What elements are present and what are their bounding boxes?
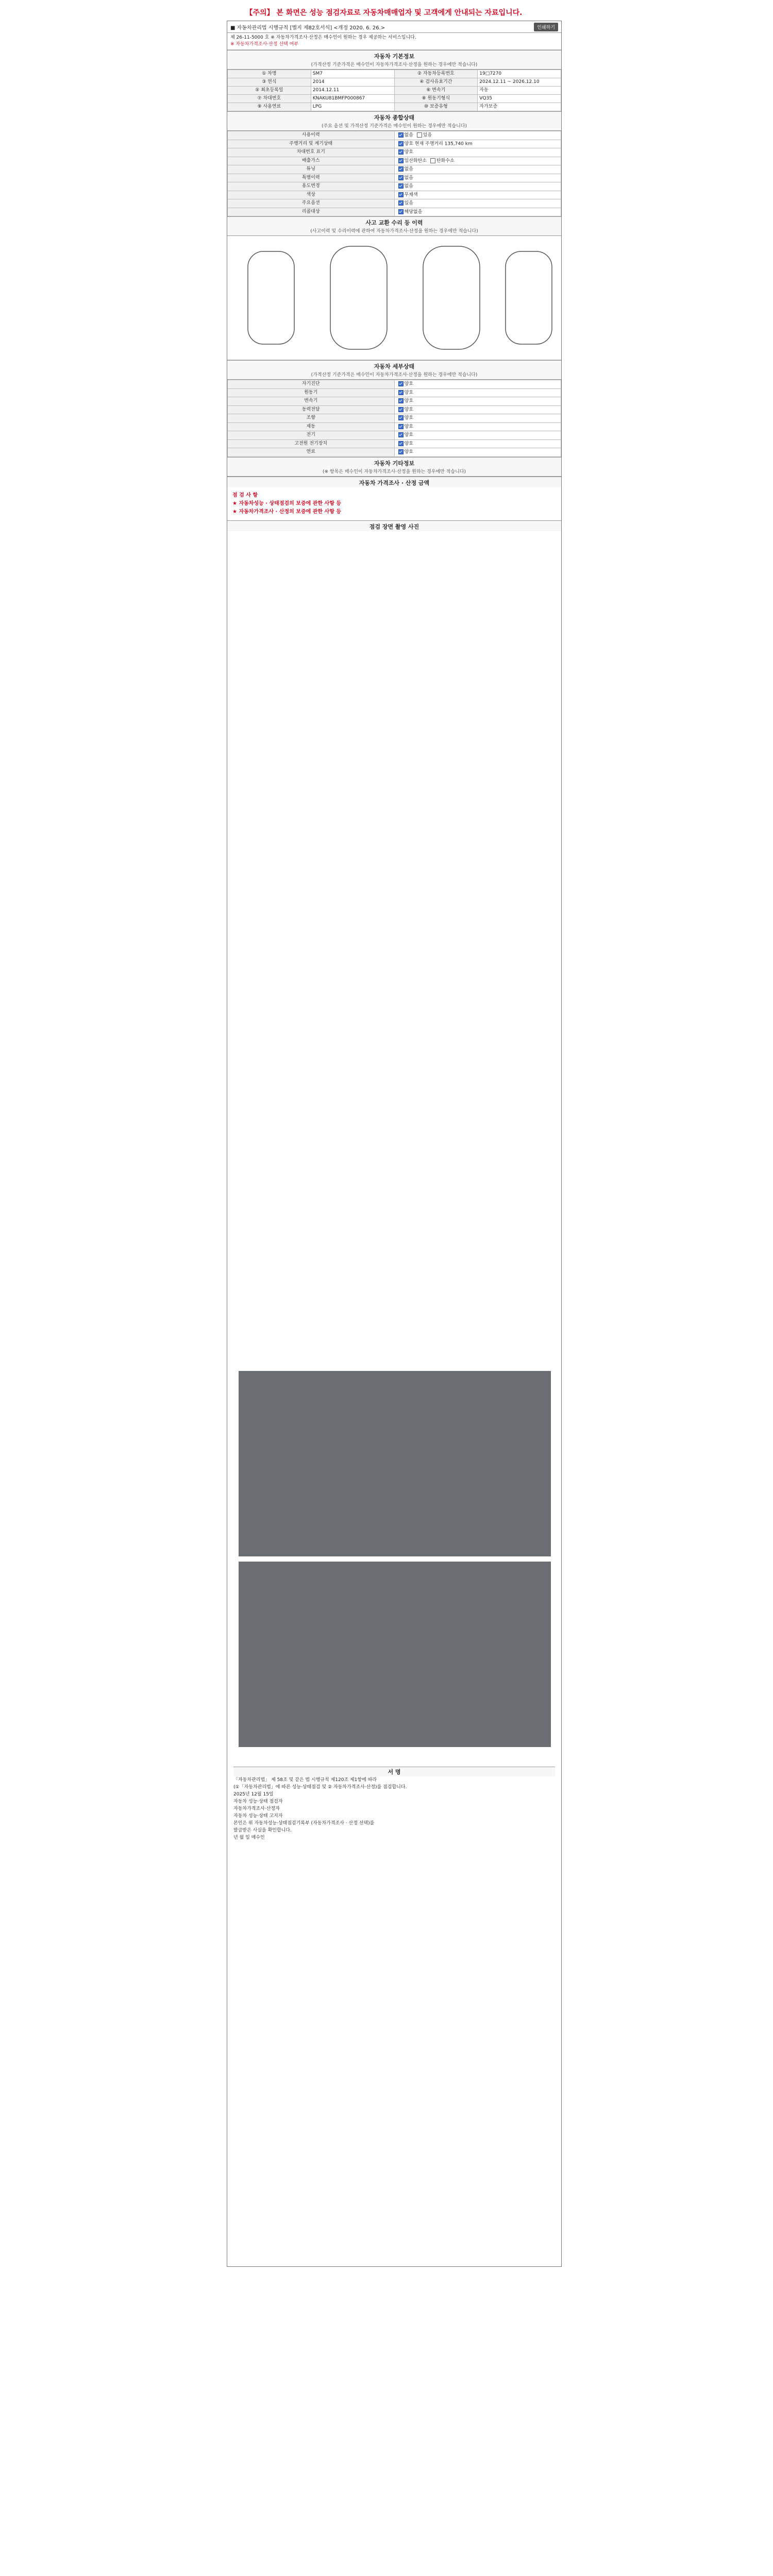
damage-sub: (사고이력 및 수리이력에 관하여 자동차가격조사·산정을 원하는 경우에만 적습니다) [227,227,561,236]
warning-banner: 【주의】 본 화면은 성능 점검자료로 자동차매매업자 및 고객에게 안내되는 자료입니다. [245,9,523,17]
notice-line-1: 제 26-11-5000 호 ※ 자동차가격조사·산정은 매수인이 원하는 경우 제공하는 서비스입니다. [230,35,416,40]
inspection-photo [239,1371,551,1556]
checkbox[interactable] [417,132,422,138]
photos-title: 점검 장면 촬영 사진 [227,520,561,531]
notice-line-2: ※ 자동차가격조사·산정 선택 여부 [230,42,299,47]
guide-heading-1: ★ 자동차성능 · 상태점검의 보증에 관한 사항 등 [232,500,342,506]
checkbox[interactable] [398,200,404,206]
detail-sub: (가격산정 기준가격은 매수인이 자동차가격조사·산정을 원하는 경우에만 적습니다) [227,371,561,380]
car-diagram [227,236,561,360]
checkbox[interactable] [398,192,404,197]
basic-info-sub: (가격산정 기준가격은 매수인이 자동차가격조사·산정을 원하는 경우에만 적습니다) [227,61,561,70]
form-title: ■ 자동차관리법 시행규칙 [별지 제82호서식] <개정 2020. 6. 26.> [230,25,385,31]
basic-info-title: 자동차 기본정보 [227,50,561,61]
price-title: 자동차 가격조사 · 산정 금액 [227,477,561,487]
status-title: 자동차 종합상태 [227,111,561,122]
checkbox[interactable] [398,166,404,172]
damage-title: 사고 교환 수리 등 이력 [227,216,561,227]
detail-title: 자동차 세부상태 [227,360,561,371]
inspection-document [227,21,562,2267]
guide-area [227,487,561,520]
options-sub: (※ 항목은 매수인이 자동차가격조사·산정을 원하는 경우에만 적습니다) [227,468,561,477]
document-header [227,21,561,33]
checkbox[interactable] [398,158,404,163]
print-button[interactable]: 인쇄하기 [534,23,558,31]
signature-area: 서 명 「자동차관리법」 제 58조 및 같은 법 시행규칙 제120조 제1항에 따라 (①「자동차관리법」에 따른 성능·상태점검 및 ② 자동차가격조사·산정)를 점검합니다. 2025년 12월 15일 자동차 성능·상태 점검자 자동차가격조사·산정자 자동차 성능·상태 고지자 본인은 위 자동차성능·상태점검기록부 (자동차가격조사 · 산정 선택)를 발급받은 사실을 확인합니다. 년 월 일 매수인 [227,1762,561,1845]
checkbox[interactable] [430,158,435,163]
checkbox[interactable] [398,209,404,214]
car-outline-icon [227,236,562,360]
guide-title: 점 검 사 항 [232,492,258,498]
options-title: 자동차 기타정보 [227,457,561,468]
status-sub: (주요 옵션 및 가격산정 기준가격은 매수인이 원하는 경우에만 적습니다) [227,122,561,131]
notice [227,33,561,50]
detail-table: 자기진단 양호 원동기 양호 변속기 양호 동력전달 양호 조향 양호 제동 양호 전기 양호 고전원 전기장치 양호 연료 양호 [227,380,561,457]
status-table: 사용이력 없음 있음 주행거리 및 계기상태 양호 현재 주행거리 135,740 km 차대번호 표기 양호 배출가스 일산화탄소 탄화수소 튜닝 없음 특별이력 없음 용도변경 없음 색상 무채색 주요옵션 있음 리콜대상 해당없음 [227,131,561,216]
checkbox[interactable] [398,175,404,180]
inspection-photo [239,1562,551,1747]
basic-info-table: ① 차명 SM7 ② 자동차등록번호 19□7270 ③ 연식 2014 ④ 검사유효기간 2024.12.11 ~ 2026.12.10 ⑤ 최초등록일 2014.12.11 ⑥ 변속기 자동 ⑦ 차대번호 KNAKU81BMFP000867 ⑧ 원동기형식 VQ35 ⑨ 사용연료 LPG ⑩ 보증유형 자가보증 [227,70,561,111]
checkbox[interactable] [398,132,404,138]
checkbox[interactable] [398,141,404,146]
checkbox[interactable] [398,183,404,189]
checkbox[interactable] [398,149,404,155]
guide-heading-2: ★ 자동차가격조사 · 산정의 보증에 관한 사항 등 [232,509,342,515]
